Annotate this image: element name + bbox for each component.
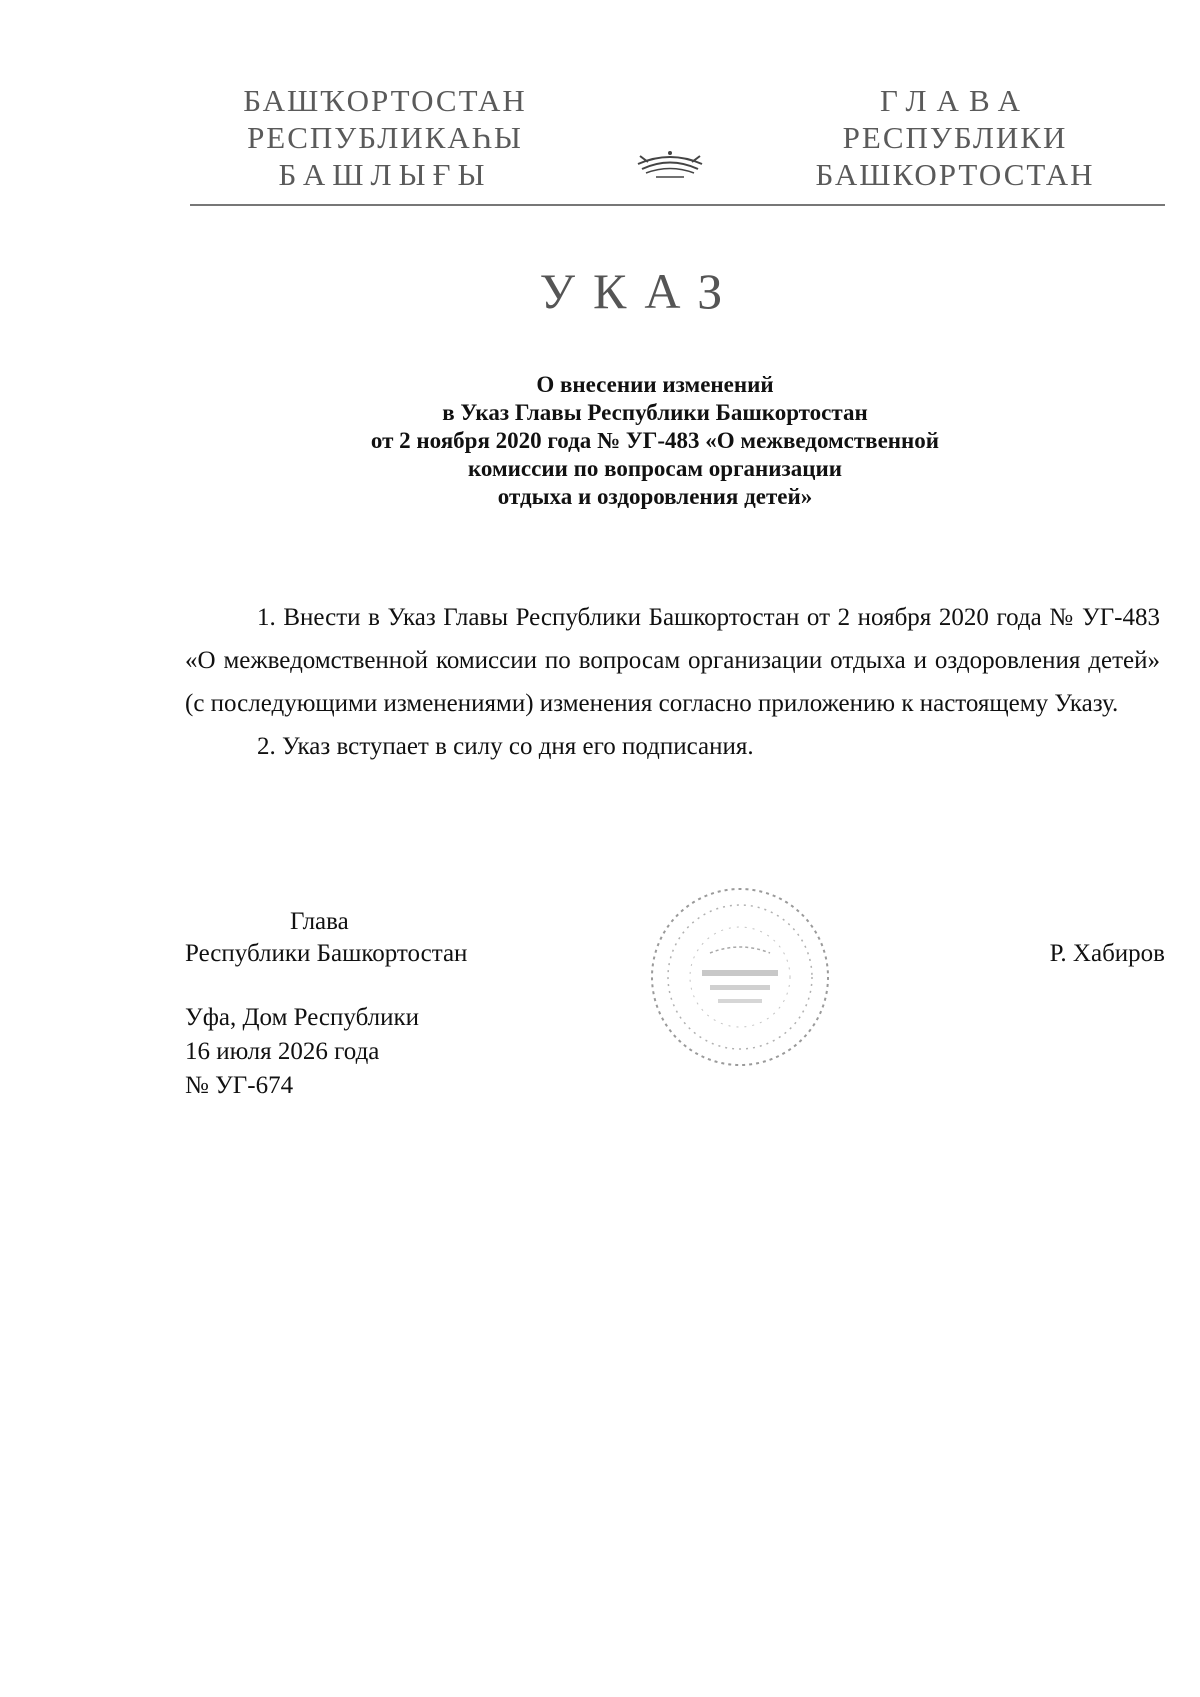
issue-details: [185, 1001, 585, 1103]
document-title: УКАЗ: [539, 263, 741, 319]
document-subject: [190, 371, 1120, 511]
crown-emblem-icon: [630, 142, 710, 182]
letterhead-right-line: РЕСПУБЛИКИ: [842, 120, 1068, 155]
subject-line: комиссии по вопросам организации: [467, 456, 843, 481]
letterhead-left-line: РЕСПУБЛИКАҺЫ: [247, 120, 523, 155]
official-seal-stamp: [640, 875, 840, 1080]
signatory-name: Р. Хабиров: [1049, 940, 1165, 967]
letterhead-left-line: БАШҠОРТОСТАН: [243, 83, 527, 118]
document-body: [185, 596, 1160, 768]
letterhead-russian: [795, 82, 1115, 193]
paragraph-2: 2. Указ вступает в силу со дня его подписания.: [257, 733, 754, 760]
issue-place: Уфа, Дом Республики: [185, 1004, 420, 1031]
letterhead-left-line: БАШЛЫҒЫ: [278, 157, 492, 192]
subject-line: отдыха и оздоровления детей»: [497, 484, 813, 509]
decree-number: № УГ-674: [185, 1072, 294, 1099]
subject-line: в Указ Главы Республики Башкортостан: [442, 400, 868, 425]
signatory-title-line: Глава: [290, 908, 349, 935]
letterhead-bashkir: [230, 82, 540, 193]
letterhead-right-line: ГЛАВА: [879, 83, 1031, 118]
signatory-title-line: Республики Башкортостан: [185, 940, 468, 967]
signatory-title: [185, 906, 545, 970]
letterhead-divider: [190, 204, 1165, 206]
subject-line: от 2 ноября 2020 года № УГ-483 «О межведомственной: [370, 428, 940, 453]
letterhead: [190, 82, 1160, 212]
subject-line: О внесении изменений: [536, 372, 774, 397]
issue-date: 16 июля 2026 года: [185, 1038, 380, 1065]
paragraph-1: 1. Внести в Указ Главы Республики Башкортостан от 2 ноября 2020 года № УГ-483 «О межведомственной комиссии по вопросам организации отдыха и оздоровления детей» (с последующими изменениями) изменения согласно приложению к настоящему Указу.: [185, 604, 1160, 717]
letterhead-right-line: БАШКОРТОСТАН: [815, 157, 1095, 192]
